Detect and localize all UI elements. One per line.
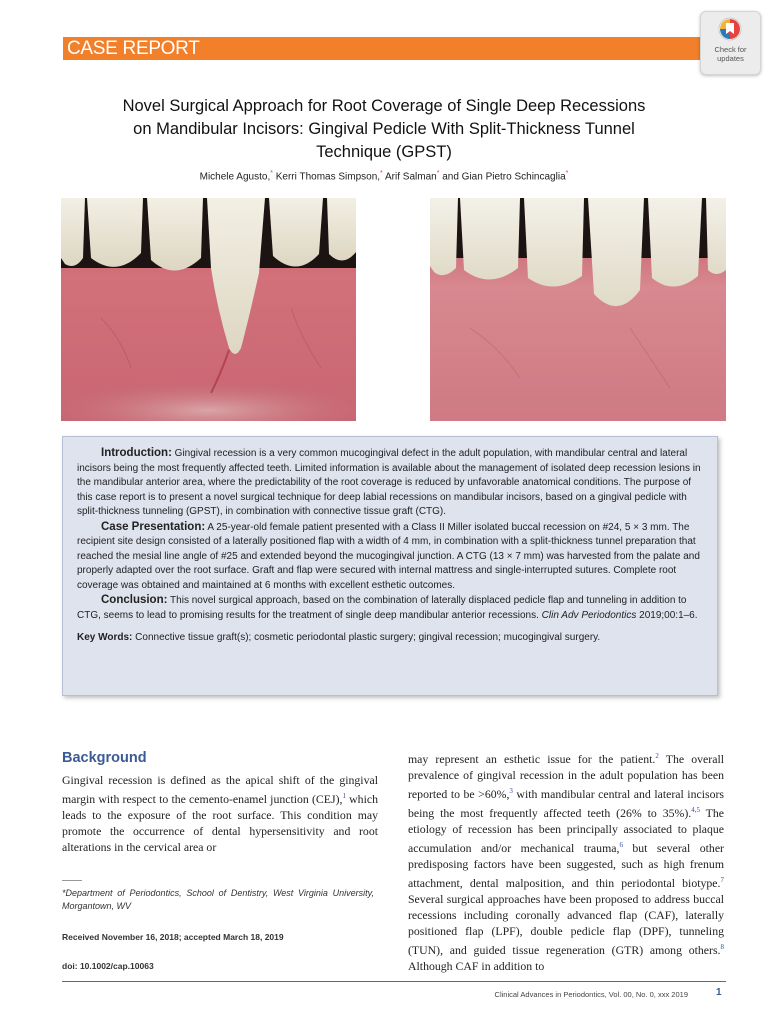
citation: 2019;00:1–6. — [636, 609, 698, 621]
title-line-3: Technique (GPST) — [316, 143, 452, 161]
banner-label: CASE REPORT — [67, 38, 200, 59]
reference-link[interactable]: 4,5 — [691, 805, 700, 814]
text-run: but several other predisposing factors have been suggested, such as high frenum attachment, dental malposition, and thin periodontal biotype. — [408, 840, 724, 890]
footnote-divider — [62, 880, 82, 881]
reference-link[interactable]: 2 — [655, 752, 659, 760]
reference-link[interactable]: 1 — [342, 792, 346, 800]
author-mark: * — [436, 170, 440, 177]
reference-link[interactable]: 7 — [720, 875, 724, 884]
doi-link[interactable]: doi: 10.1002/cap.10063 — [62, 961, 154, 971]
abstract-introduction — [77, 446, 701, 520]
clinical-photo-postop — [430, 198, 726, 421]
badge-line1: Check for — [714, 45, 747, 54]
keywords-text: Connective tissue graft(s); cosmetic periodontal plastic surgery; gingival recession; mucogingival surgery. — [132, 632, 601, 643]
reference-link[interactable]: 6 — [619, 840, 623, 849]
introduction-heading: Introduction: — [101, 447, 172, 459]
author-3: Arif Salman — [382, 171, 437, 183]
keywords-heading: Key Words: — [77, 632, 133, 643]
text-run: Gingival recession is defined as the apical shift of the gingival margin with respect to the cemento-enamel junction (CEJ), — [62, 773, 378, 806]
case-presentation-heading: Case Presentation: — [101, 520, 206, 533]
title-line-2: on Mandibular Incisors: Gingival Pedicle With Split-Thickness Tunnel — [133, 120, 635, 138]
text-run: The overall prevalence of gingival recession in the adult population has been reported to be >60%, — [408, 751, 724, 801]
conclusion-heading: Conclusion: — [101, 594, 168, 606]
abstract-keywords — [77, 631, 701, 646]
introduction-text: Gingival recession is a very common mucogingival defect in the adult population, with mandibular central and lateral incisors being the most frequently affected teeth. Limited information is available about the management of isolated deep recession lesions in the mandibular anterior area, where the predictability of the root coverage is reduced by unfavorable anatomical conditions. The purpose of this case report is to present a novel surgical technique for deep labial recessions on mandibular incisors, based on a gingival pedicle with split-thickness tunneling (GPST), in combination with connective tissue graft (CTG). — [77, 448, 701, 517]
text-run: which leads to the exposure of the root surface. This condition may promote the occurrence of dental hypersensitivity and root alterations in the cervical area or — [62, 791, 378, 854]
page-number: 1 — [716, 987, 722, 998]
text-run: Although CAF in addition to — [408, 958, 545, 973]
title-line-1: Novel Surgical Approach for Root Coverage of Single Deep Recessions — [122, 97, 646, 115]
case-presentation-text: A 25-year-old female patient presented with a Class II Miller isolated buccal recession on #24, 5 × 3 mm. The recipient site design consisted of a laterally positioned flap with a width of 4 mm, in combination with a split-thickness tunnel preparation that reached the mesial line angle of #25 and extended beyond the mucogingival junction. A CTG (13 × 7 mm) was harvested from the palate and properly adapted over the root surface. Graft and flap were secured with internal mattress and single-interrupted sutures. Complete root coverage was obtained and maintained at 6 months with excellent esthetic outcomes. — [77, 521, 700, 591]
author-list — [0, 170, 768, 182]
affiliation-footnote: *Department of Periodontics, School of Dentistry, West Virginia University, Morgantown, WV — [62, 888, 374, 911]
check-for-updates-icon — [718, 17, 742, 41]
abstract-box — [62, 436, 718, 696]
author-2: Kerri Thomas Simpson, — [272, 171, 381, 183]
badge-line2: updates — [717, 54, 744, 63]
text-run: The etiology of recession has been principally associated to plaque accumulation and/or mechanical trauma, — [408, 805, 725, 855]
text-run: Several surgical approaches have been proposed to address buccal recessions including coronally advanced flap (CAF), laterally positioned flap (LPF), double pedicle flap (DPF), tunneling (TUN), and guided tissue regeneration (GTR) among others. — [408, 891, 724, 957]
abstract-case-presentation — [77, 520, 701, 594]
reference-link[interactable]: 3 — [509, 786, 513, 795]
reference-link[interactable]: 8 — [720, 942, 724, 951]
text-run: may represent an esthetic issue for the patient. — [408, 751, 656, 766]
section-banner — [63, 37, 700, 60]
background-section — [62, 749, 378, 855]
article-title — [40, 95, 728, 164]
author-mark: * — [380, 170, 383, 177]
footer-divider — [62, 981, 726, 982]
author-4: and Gian Pietro Schincaglia — [439, 171, 566, 183]
abstract-conclusion — [77, 593, 701, 623]
received-dates: Received November 16, 2018; accepted March 18, 2019 — [62, 932, 284, 942]
author-mark: * — [270, 170, 273, 177]
check-for-updates-badge[interactable] — [700, 11, 761, 75]
journal-footer: Clinical Advances in Periodontics, Vol. 00, No. 0, xxx 2019 — [494, 990, 688, 999]
background-paragraph-1 — [62, 772, 378, 855]
clinical-photo-preop — [61, 198, 356, 421]
author-mark: * — [565, 170, 569, 177]
background-continued — [408, 748, 724, 974]
background-heading: Background — [62, 750, 147, 766]
author-1: Michele Agusto, — [199, 171, 271, 183]
journal-name: Clin Adv Periodontics — [541, 609, 637, 621]
text-run: with mandibular central and lateral incisors being the most frequently affected teeth (26% to 35%). — [408, 786, 725, 820]
background-paragraph-2 — [408, 748, 724, 974]
conclusion-text: This novel surgical approach, based on the combination of laterally displaced pedicle flap and tunneling in addition to CTG, seems to lead to promising results for the treatment of single deep mandibular anterior recessions. — [77, 595, 687, 621]
